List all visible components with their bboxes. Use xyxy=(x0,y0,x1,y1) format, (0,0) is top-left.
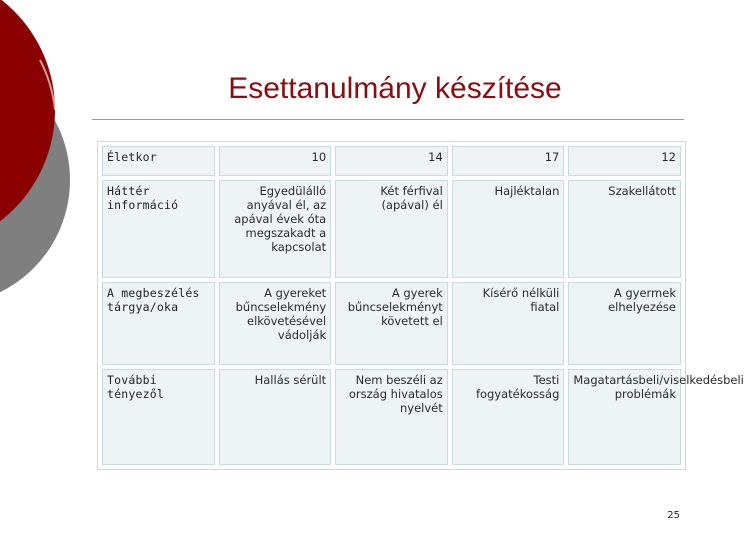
row-header: További tényezől xyxy=(102,369,215,465)
table-cell: Szakellátott xyxy=(568,180,681,278)
case-study-table xyxy=(97,141,744,470)
table-cell: Nem beszéli az ország hivatalos nyelvét xyxy=(335,369,448,465)
table-cell: Hallás sérült xyxy=(219,369,332,465)
table-cell: A gyerek bűncselekményt követett el xyxy=(335,282,448,365)
table-cell: 17 xyxy=(452,146,565,176)
table-row-factors xyxy=(102,369,681,465)
table-cell: Egyedülálló anyával él, az apával évek óta megszakadt a kapcsolat xyxy=(219,180,332,278)
slide-title: Esettanulmány készítése xyxy=(228,72,562,105)
table-row-topic xyxy=(102,282,681,365)
table-row-background xyxy=(102,180,681,278)
table-cell: 14 xyxy=(335,146,448,176)
table-cell: Testi fogyatékosság xyxy=(452,369,565,465)
table-cell: Magatartásbeli/viselkedésbeli problémák xyxy=(568,369,681,465)
table-cell: Két férfival (apával) él xyxy=(335,180,448,278)
table-row-age xyxy=(102,146,681,176)
row-header: A megbeszélés tárgya/oka xyxy=(102,282,215,365)
page-number: 25 xyxy=(667,510,680,521)
table-cell: Kísérő nélküli fiatal xyxy=(452,282,565,365)
row-header: Életkor xyxy=(102,146,215,176)
table-cell: A gyereket bűncselekmény elkövetésével vádolják xyxy=(219,282,332,365)
row-header: Háttér információ xyxy=(102,180,215,278)
table-cell: 10 xyxy=(219,146,332,176)
table-cell: Hajléktalan xyxy=(452,180,565,278)
table-cell: 12 xyxy=(568,146,681,176)
table-cell: A gyermek elhelyezése xyxy=(568,282,681,365)
title-divider xyxy=(92,119,684,120)
